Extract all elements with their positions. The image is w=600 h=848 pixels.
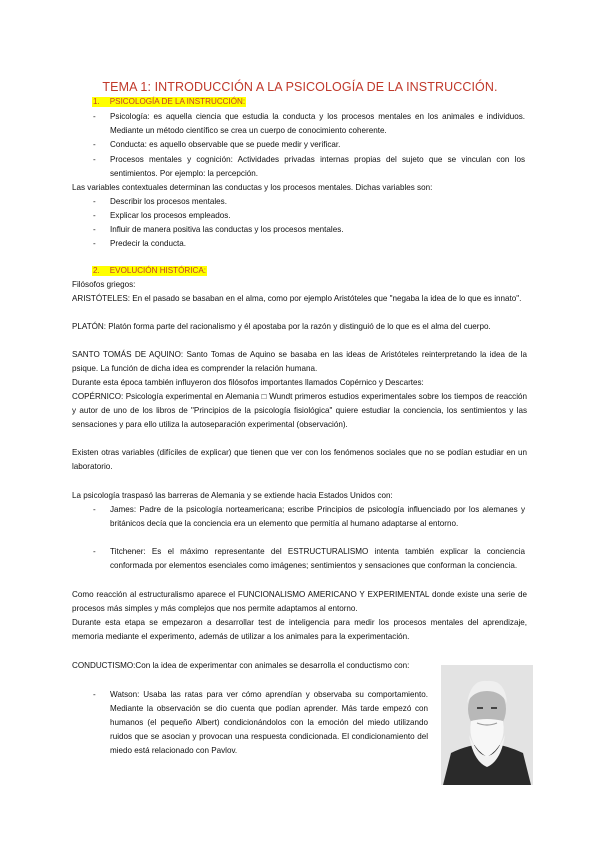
bullet-marker: - xyxy=(93,547,96,556)
bullet-marker: - xyxy=(93,140,96,149)
variables-intro: Las variables contextuales determinan las conductas y los procesos mentales. Dichas variables son: xyxy=(72,183,433,192)
paragraph-santo-tomas: SANTO TOMÁS DE AQUINO: Santo Tomas de Aquino se basaba en las ideas de Aristóteles reinterpretando la idea de la psique. La función de dicha idea es comprender la relación humana. xyxy=(72,350,527,373)
paragraph-aristoteles: ARISTÓTELES: En el pasado se basaban en el alma, como por ejemplo Aristóteles que "negaba la idea de lo que es innato". xyxy=(72,294,522,303)
philosopher-name: PLATÓN: xyxy=(72,322,107,331)
paragraph-traspaso: La psicología traspasó las barreras de Alemania y se extiende hacia Estados Unidos con: xyxy=(72,491,393,500)
filosofos-label: Filósofos griegos: xyxy=(72,280,136,289)
paragraph-test: Durante esta etapa se empezaron a desarrollar test de inteligencia para medir los procesos mentales del aprendizaje, memoria mediante el experimento, además de utilizar a los animales para la experimentación. xyxy=(72,618,527,641)
paragraph-otras-variables: Existen otras variables (difíciles de explicar) que tienen que ver con los fenómenos sociales que no se podían estudiar en un laboratorio. xyxy=(72,448,527,471)
portrait-image-icon xyxy=(441,665,533,785)
philosopher-name: COPÉRNICO: xyxy=(72,392,124,401)
variable-item: Explicar los procesos empleados. xyxy=(110,211,231,220)
bullet-marker: - xyxy=(93,155,96,164)
paragraph-durante: Durante esta época también influyeron dos filósofos importantes llamados Copérnico y Descartes: xyxy=(72,378,424,387)
paragraph-funcionalismo: Como reacción al estructuralismo aparece el FUNCIONALISMO AMERICANO Y EXPERIMENTAL donde existe una serie de procesos más simples y más complejos que nos permite adaptamos al entorno. xyxy=(72,590,527,613)
paragraph-copernico: COPÉRNICO: Psicología experimental en Alemania □ Wundt primeros estudios experimentales sobre los tiempos de reacción y autor de uno de los libros de "Principios de la psicología fisiológica" quiere estudiar la conciencia, los sentimientos y las sensaciones y para ello utiliza la autoseparación experimental (observación). xyxy=(72,392,528,429)
section-heading-1: 1. PSICOLOGÍA DE LA INSTRUCCIÓN: xyxy=(93,97,246,106)
bullet-marker: - xyxy=(93,239,96,248)
bullet-marker: - xyxy=(93,225,96,234)
bullet-procesos-mentales: Procesos mentales y cognición: Actividades privadas internas propias del sujeto que se vinculan con los sentimientos. Por ejemplo: la percepción. xyxy=(110,155,525,178)
bullet-marker: - xyxy=(93,690,96,699)
philosopher-name: SANTO TOMÁS DE AQUINO: xyxy=(72,350,184,359)
section-term: CONDUCTISMO: xyxy=(72,661,136,670)
bullet-watson: Watson: Usaba las ratas para ver cómo aprendían y observaba su comportamiento. Mediante la observación se dio cuenta que podían aprender. Más tarde empezó con humanos (el pequeño Albert) condicionándolos con la emoción del miedo utilizando ruidos que se asocian y provocan una respuesta condicionada. El condicionamiento del miedo está relacionado con Pavlov. xyxy=(110,690,428,755)
bullet-marker: - xyxy=(93,211,96,220)
page-title: TEMA 1: INTRODUCCIÓN A LA PSICOLOGÍA DE LA INSTRUCCIÓN. xyxy=(102,80,498,94)
variable-item: Describir los procesos mentales. xyxy=(110,197,227,206)
variable-item: Influir de manera positiva las conductas y los procesos mentales. xyxy=(110,225,344,234)
bullet-marker: - xyxy=(93,197,96,206)
paragraph-conductismo: CONDUCTISMO:Con la idea de experimentar con animales se desarrolla el conductismo con: xyxy=(72,661,410,670)
bullet-titchener: Titchener: Es el máximo representante del ESTRUCTURALISMO intenta también explicar la conciencia conformada por elementos esenciales como imágenes; sentimientos y sensaciones que conforman la conciencia. xyxy=(110,547,525,570)
philosopher-name: ARISTÓTELES: xyxy=(72,294,131,303)
portrait-photo xyxy=(441,665,533,785)
bullet-marker: - xyxy=(93,505,96,514)
bullet-conducta: Conducta: es aquello observable que se puede medir y verificar. xyxy=(110,140,341,149)
variable-item: Predecir la conducta. xyxy=(110,239,187,248)
paragraph-platon: PLATÓN: Platón forma parte del racionalismo y él apostaba por la razón y distinguió de lo que es el alma del cuerpo. xyxy=(72,322,491,331)
bullet-marker: - xyxy=(93,112,96,121)
section-heading-2: 2. EVOLUCIÓN HISTÓRICA: xyxy=(93,266,207,275)
bullet-psicologia: Psicología: es aquella ciencia que estudia la conducta y los procesos mentales en los animales e individuos. Mediante un método científico se crea un cuerpo de conocimiento coherente. xyxy=(110,112,525,135)
bullet-james: James: Padre de la psicología norteamericana; escribe Principios de psicología influenciado por los alemanes y británicos decía que la conciencia era un elemento que permitía al humano adaptarse al entorno. xyxy=(110,505,525,528)
